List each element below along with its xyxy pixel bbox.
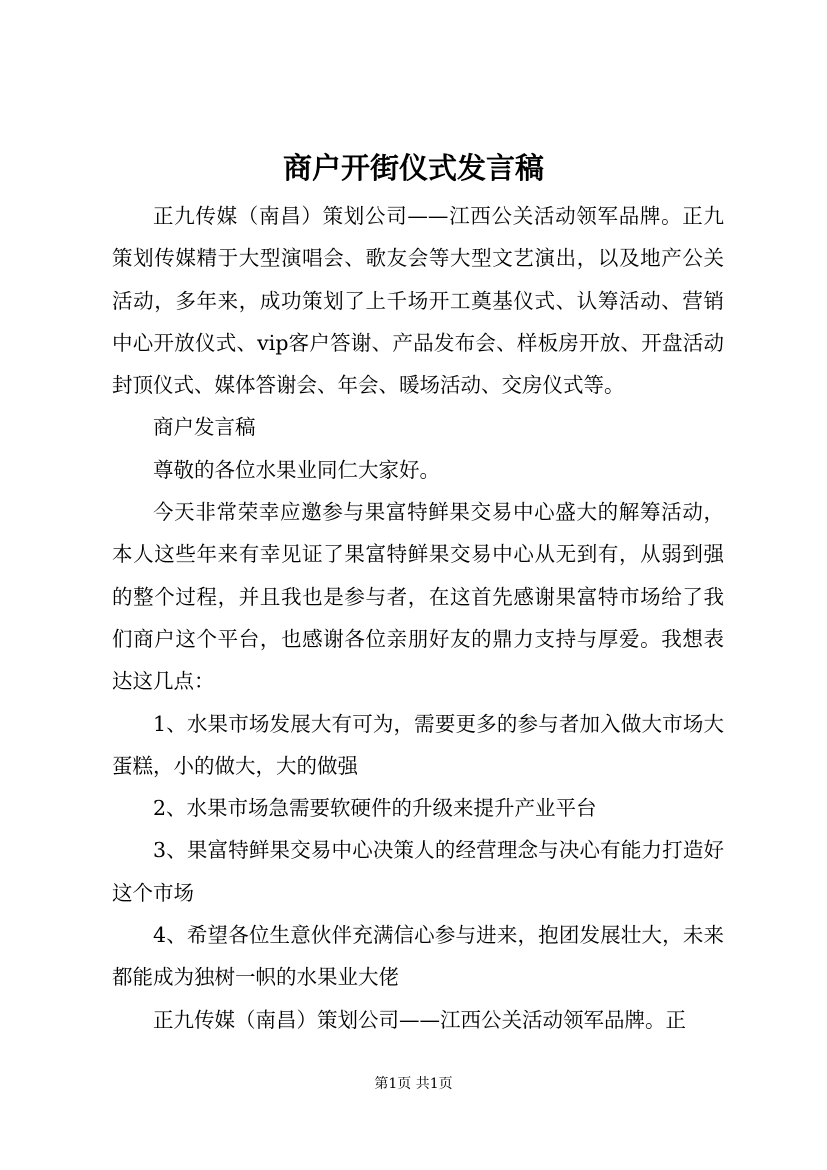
paragraph-point-4: 4、希望各位生意伙伴充满信心参与进来，抱团发展壮大，未来都能成为独树一帜的水果业大佬 — [112, 923, 724, 990]
paragraph-point-1: 1、水果市场发展大有可为，需要更多的参与者加入做大市场大蛋糕，小的做大，大的做强 — [112, 711, 724, 778]
document-body — [112, 195, 724, 1041]
paragraph-main: 今天非常荣幸应邀参与果富特鲜果交易中心盛大的解筹活动，本人这些年来有幸见证了果富特鲜果交易中心从无到有，从弱到强的整个过程，并且我也是参与者，在这首先感谢果富特市场给了我们商户这个平台，也感谢各位亲朋好友的鼎力支持与厚爱。我想表达这几点： — [112, 500, 724, 694]
paragraph-point-2: 2、水果市场急需要软硬件的升级来提升产业平台 — [153, 796, 597, 821]
paragraph-point-3: 3、果富特鲜果交易中心决策人的经营理念与决心有能力打造好这个市场 — [112, 838, 724, 905]
document-title: 商户开街仪式发言稿 — [282, 151, 544, 185]
paragraph-intro: 正九传媒（南昌）策划公司——江西公关活动领军品牌。正九策划传媒精于大型演唱会、歌友会等大型文艺演出，以及地产公关活动，多年来，成功策划了上千场开工奠基仪式、认筹活动、营销中心开放仪式、vip客户答谢、产品发布会、样板房开放、开盘活动封顶仪式、媒体答谢会、年会、暖场活动、交房仪式等。 — [112, 204, 724, 398]
paragraph-heading: 商户发言稿 — [153, 415, 256, 440]
page-number: 第1页 共1页 — [374, 1076, 453, 1092]
paragraph-greeting: 尊敬的各位水果业同仁大家好。 — [153, 457, 440, 482]
paragraph-closing: 正九传媒（南昌）策划公司——江西公关活动领军品牌。正 — [153, 1007, 686, 1032]
